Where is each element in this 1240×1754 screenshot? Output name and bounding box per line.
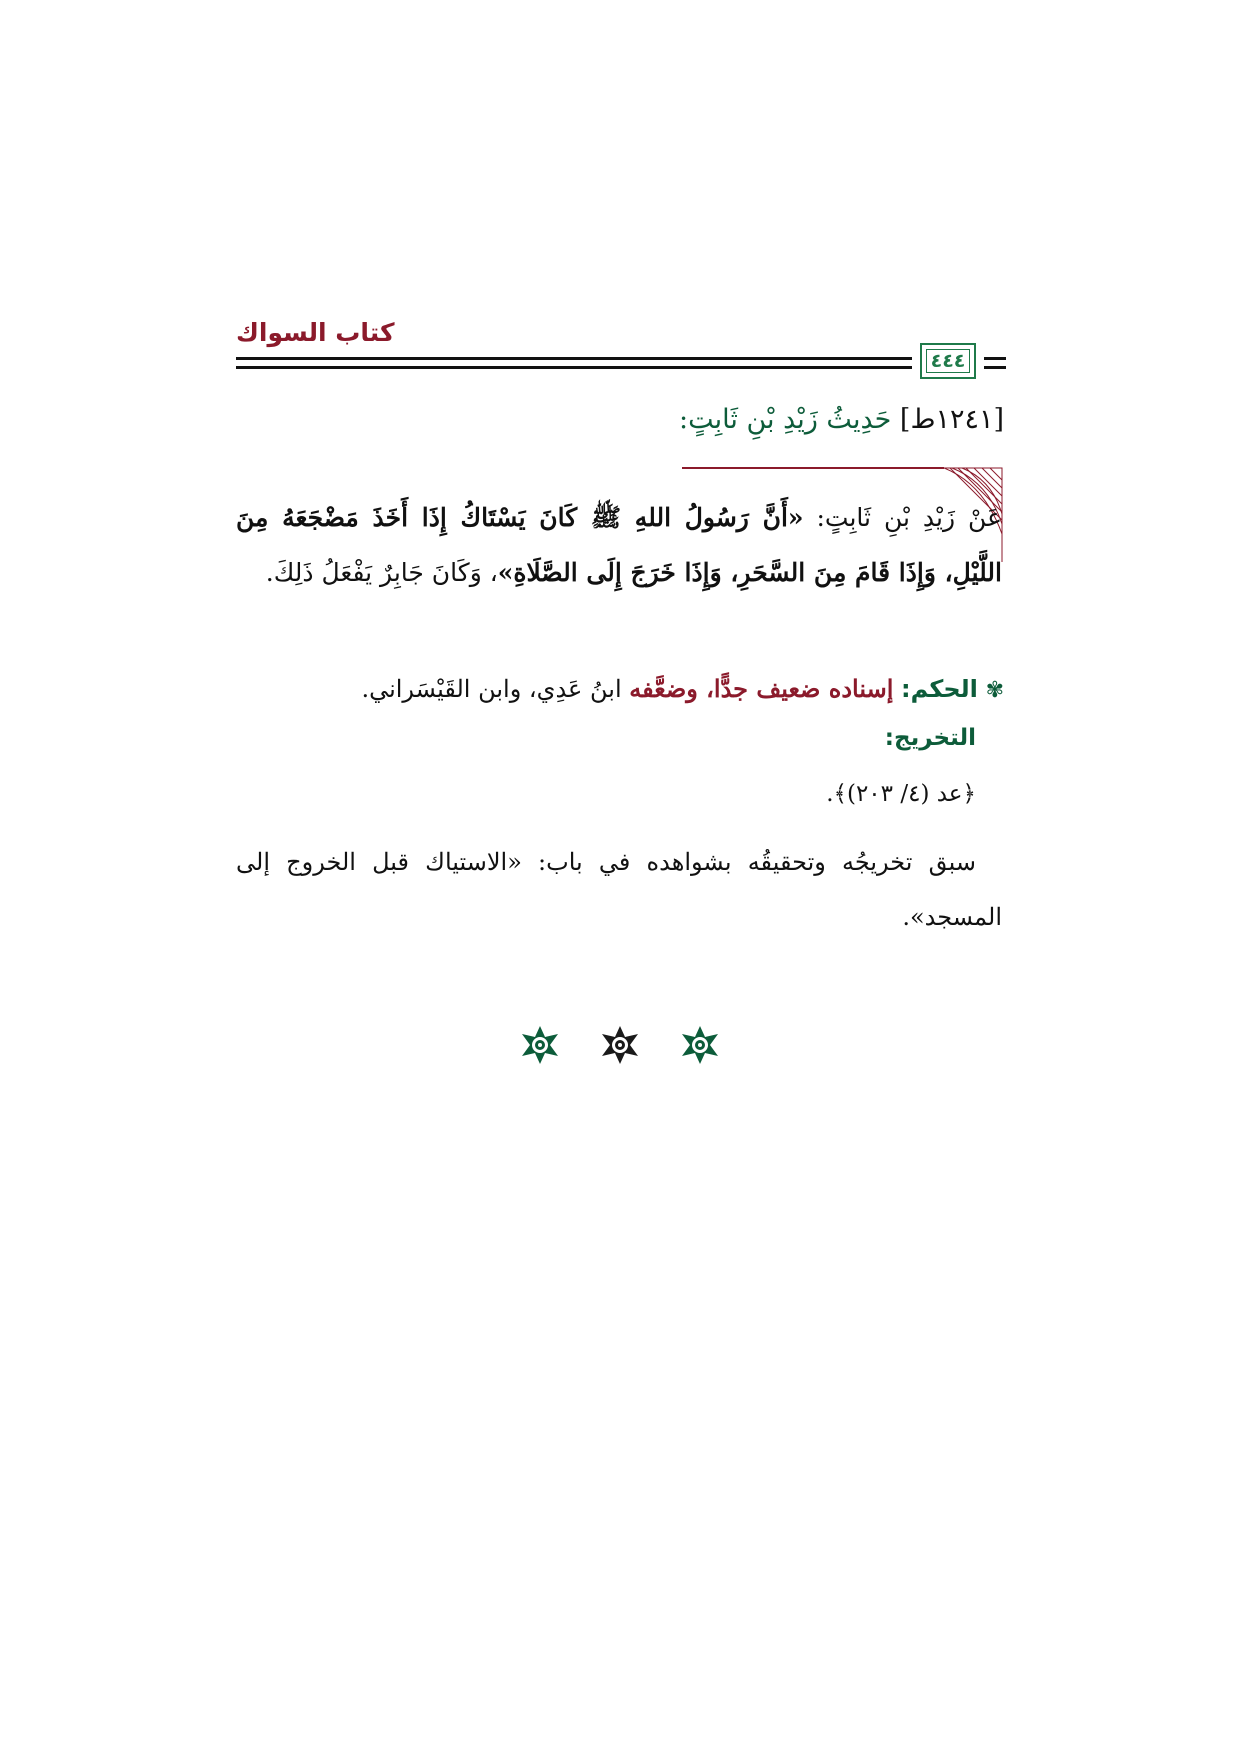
hadith-text — [236, 490, 1002, 600]
hadith-matn: «أَنَّ رَسُولُ اللهِ ﷺ كَانَ يَسْتَاكُ إِذَا أَخَذَ مَضْجَعَهُ مِنَ اللَّيْلِ، وَإِذَا قَامَ مِنَ السَّحَرِ، وَإِذَا خَرَجَ إِلَى الصَّلَاةِ» — [236, 503, 1002, 587]
decorative-line — [682, 467, 944, 469]
ruling-verdict: إسناده ضعيف جدًّا، وضعَّفه — [629, 674, 894, 703]
page-number-box — [920, 343, 976, 379]
hadith-number: [١٢٤١ط] — [899, 404, 1004, 435]
header-rule-top — [236, 357, 1006, 360]
ornament-flower-icon: ✾ — [985, 678, 1004, 703]
source-reference: ﴿عد (٤/ ٢٠٣)﴾. — [826, 781, 976, 807]
end-star-icon — [680, 1025, 720, 1065]
book-title: كتاب السواك — [236, 318, 395, 347]
hadith-outro: ، وَكَانَ جَابِرٌ يَفْعَلُ ذَلِكَ. — [265, 558, 498, 587]
end-star-icon — [600, 1025, 640, 1065]
page-number: ٤٤٤ — [930, 350, 966, 372]
section-heading — [679, 404, 1004, 435]
end-ornaments — [520, 1025, 720, 1065]
section-title: حَدِيثُ زَيْدِ بْنِ ثَابِتٍ: — [679, 404, 892, 435]
hadith-intro: عَنْ زَيْدِ بْنِ ثَابِتٍ: — [803, 503, 1002, 532]
header-rule-bottom — [236, 366, 1006, 369]
end-star-icon — [520, 1025, 560, 1065]
ruling-rest: ابنُ عَدِي، وابن القَيْسَراني. — [361, 675, 630, 703]
ruling-line — [234, 669, 1004, 711]
takhrij-label: التخريج: — [884, 725, 976, 751]
takhrij-note: سبق تخريجُه وتحقيقُه بشواهده في باب: «الاستياك قبل الخروج إلى المسجد». — [236, 848, 1002, 931]
ruling-label: الحكم: — [901, 675, 978, 703]
